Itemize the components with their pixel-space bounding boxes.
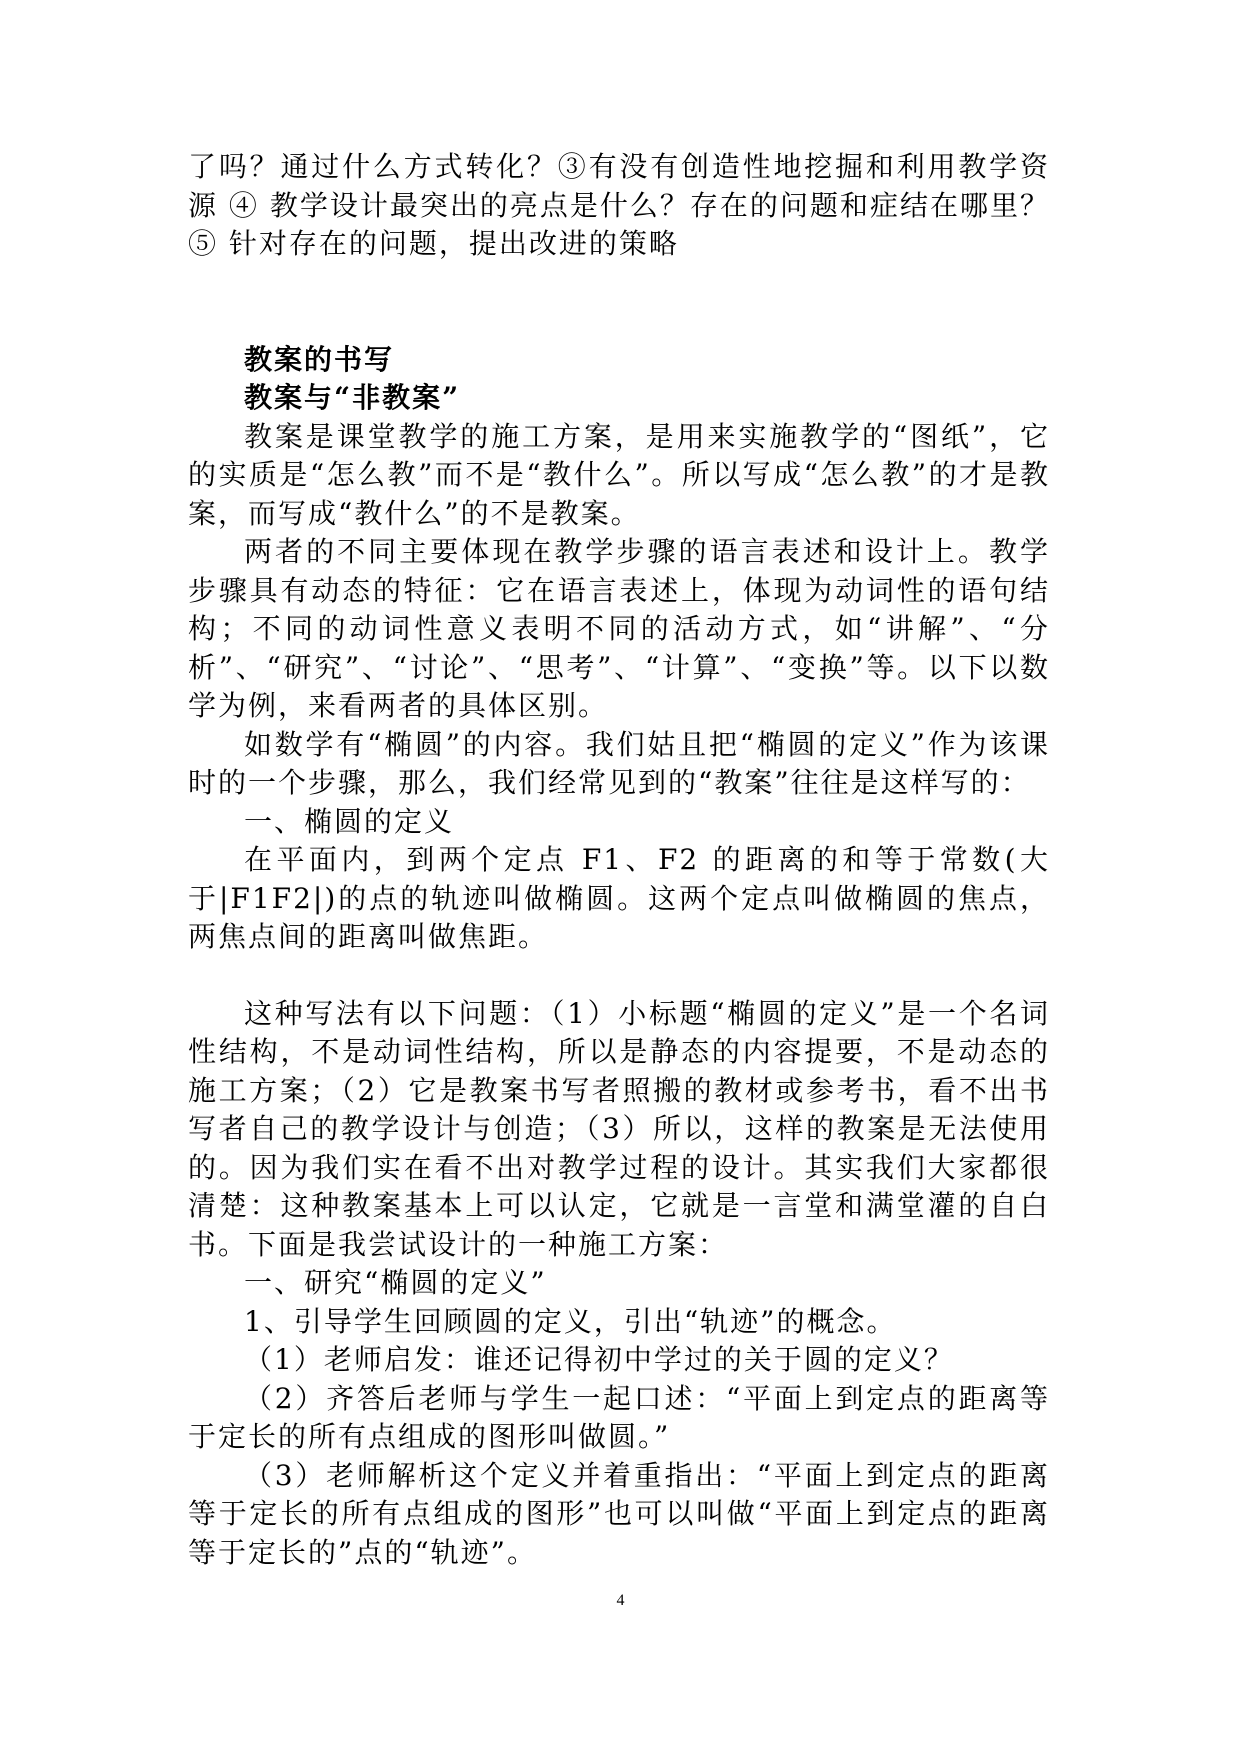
document-body — [188, 148, 1050, 1572]
list-item: （1）老师启发：谁还记得初中学过的关于圆的定义？ — [244, 1343, 954, 1376]
section-heading: 教案的书写 — [244, 342, 395, 376]
paragraph: 两者的不同主要体现在教学步骤的语言表述和设计上。教学步骤具有动态的特征：它在语言表述上，体现为动词性的语句结构；不同的动词性意义表明不同的活动方式，如“讲解”、“分析”、“研究”、“讨论”、“思考”、“计算”、“变换”等。以下以数学为例，来看两者的具体区别。 — [188, 535, 1050, 722]
list-item: 1、引导学生回顾圆的定义，引出“轨迹”的概念。 — [244, 1304, 897, 1338]
subsection-heading: 教案与“非教案” — [244, 381, 461, 414]
list-item: （2）齐答后老师与学生一起口述：“平面上到定点的距离等于定长的所有点组成的图形叫做圆。” — [188, 1381, 1050, 1453]
example-heading: 一、研究“椭圆的定义” — [244, 1266, 547, 1299]
example-heading: 一、椭圆的定义 — [244, 804, 455, 838]
paragraph: 这种写法有以下问题：（1）小标题“椭圆的定义”是一个名词性结构，不是动词性结构，所以是静态的内容提要，不是动态的施工方案；（2）它是教案书写者照搬的教材或参考书，看不出书写者自己的教学设计与创造；（3）所以，这样的教案是无法使用的。因为我们实在看不出对教学过程的设计。其实我们大家都很清楚：这种教案基本上可以认定，它就是一言堂和满堂灌的自白书。下面是我尝试设计的一种施工方案： — [188, 996, 1050, 1261]
paragraph: 如数学有“椭圆”的内容。我们姑且把“椭圆的定义”作为该课时的一个步骤，那么，我们经常见到的“教案”往往是这样写的： — [188, 727, 1050, 799]
paragraph-continuation: 了吗？通过什么方式转化？③有没有创造性地挖掘和利用教学资源 ④ 教学设计最突出的亮点是什么？存在的问题和症结在哪里？⑤ 针对存在的问题，提出改进的策略 — [188, 150, 1050, 260]
section-gap — [188, 264, 1050, 341]
list-item: （3）老师解析这个定义并着重指出：“平面上到定点的距离等于定长的所有点组成的图形”也可以叫做“平面上到定点的距离等于定长的”点的“轨迹”。 — [188, 1458, 1050, 1569]
paragraph: 教案是课堂教学的施工方案，是用来实施教学的“图纸”，它的实质是“怎么教”而不是“教什么”。所以写成“怎么教”的才是教案，而写成“教什么”的不是教案。 — [188, 419, 1050, 530]
paragraph-gap — [188, 957, 1050, 995]
paragraph: 在平面内，到两个定点 F1、F2 的距离的和等于常数(大于|F1F2|)的点的轨迹叫做椭圆。这两个定点叫做椭圆的焦点，两焦点间的距离叫做焦距。 — [188, 843, 1050, 953]
page-number: 4 — [616, 1592, 625, 1609]
